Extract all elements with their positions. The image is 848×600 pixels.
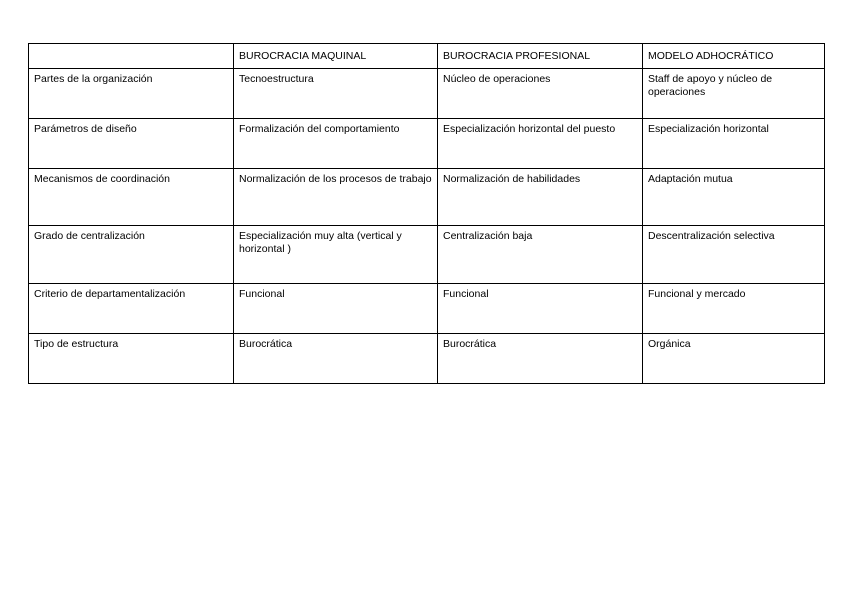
header-cell-burocracia-profesional: BUROCRACIA PROFESIONAL (438, 44, 643, 69)
row-label-cell: Tipo de estructura (29, 334, 234, 384)
row-label-cell: Partes de la organización (29, 69, 234, 119)
row-label-cell: Mecanismos de coordinación (29, 169, 234, 226)
header-cell-empty (29, 44, 234, 69)
table-cell: Núcleo de operaciones (438, 69, 643, 119)
table-cell: Adaptación mutua (643, 169, 825, 226)
table-row (29, 169, 825, 226)
table-cell: Descentralización selectiva (643, 226, 825, 284)
table-row (29, 69, 825, 119)
table-row (29, 334, 825, 384)
header-cell-modelo-adhocratico: MODELO ADHOCRÁTICO (643, 44, 825, 69)
table-row (29, 119, 825, 169)
table-cell: Especialización horizontal (643, 119, 825, 169)
table-header-row (29, 44, 825, 69)
table-cell: Funcional (438, 284, 643, 334)
table-cell: Normalización de habilidades (438, 169, 643, 226)
comparison-table (28, 43, 825, 384)
table-row (29, 226, 825, 284)
row-label-cell: Grado de centralización (29, 226, 234, 284)
table-row (29, 284, 825, 334)
table-cell: Tecnoestructura (234, 69, 438, 119)
table-cell: Especialización muy alta (vertical y horizontal ) (234, 226, 438, 284)
table-cell: Centralización baja (438, 226, 643, 284)
header-cell-burocracia-maquinal: BUROCRACIA MAQUINAL (234, 44, 438, 69)
table-cell: Normalización de los procesos de trabajo (234, 169, 438, 226)
table-cell: Funcional (234, 284, 438, 334)
table-cell: Especialización horizontal del puesto (438, 119, 643, 169)
table-cell: Funcional y mercado (643, 284, 825, 334)
table-cell: Staff de apoyo y núcleo de operaciones (643, 69, 825, 119)
row-label-cell: Criterio de departamentalización (29, 284, 234, 334)
table-cell: Formalización del comportamiento (234, 119, 438, 169)
table-cell: Orgánica (643, 334, 825, 384)
row-label-cell: Parámetros de diseño (29, 119, 234, 169)
table-cell: Burocrática (234, 334, 438, 384)
table-cell: Burocrática (438, 334, 643, 384)
